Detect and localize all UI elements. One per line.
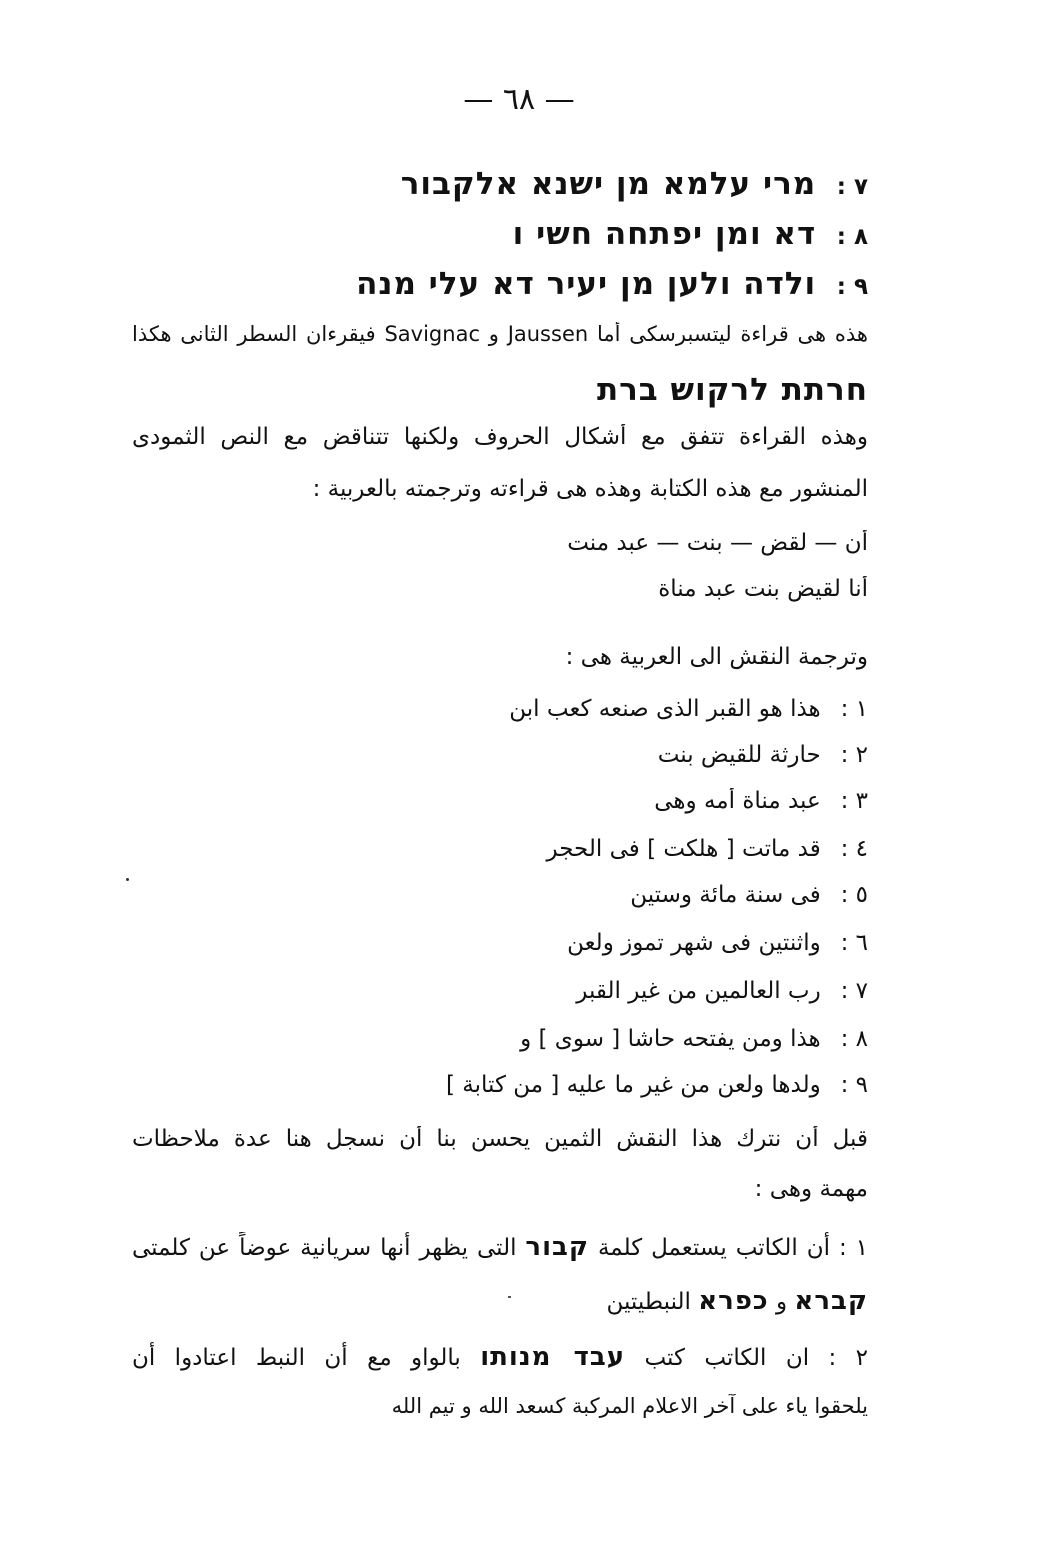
thamudic-translation [132,576,868,602]
note-1-suffix: التى يظهر أنها سريانية عوضاً عن كلمتى [132,1235,517,1261]
translation-text: فى سنة مائة وستين [630,882,821,908]
note-1 [132,1232,868,1262]
thamudic-line-2: أنا لقيض بنت عبد مناة [658,576,868,602]
note-1-conjunction: و [775,1289,788,1315]
aramaic-line-7 [132,166,868,202]
translation-line-9 [132,1072,868,1098]
note-2-ending: يلحقوا ياء على آخر الاعلام المركبة كسعد الله و تيم الله [391,1394,868,1418]
line-number: ١ : [840,696,868,722]
speck-mark [126,878,129,881]
page-number: — ٦٨ — [463,82,575,117]
line-number: ٣ : [840,788,868,814]
aramaic-text: ולדה ולען מן יעיר דא עלי מנה [356,266,817,302]
translation-line-3 [132,788,868,814]
aramaic-text: מרי עלמא מן ישנא אלקבור [400,166,817,202]
note-2-hebrew-word: עבד מנותו [480,1342,626,1372]
line-number: ٧ : [836,174,868,200]
aramaic-text: דא ומן יפתחה חשי ו [512,216,817,252]
thamudic-reading [132,530,868,556]
note-1-hebrew-word-3: כפרא [698,1286,769,1316]
remarks-line-1: قبل أن نترك هذا النقش الثمين يحسن بنا أن نسجل هنا عدة ملاحظات [132,1126,868,1152]
line-number: ٨ : [836,224,868,250]
line-number: ٥ : [840,882,868,908]
remarks-paragraph-2 [132,1176,868,1202]
translation-line-8 [132,1026,868,1052]
paragraph-readings [132,322,868,346]
translation-line-7 [132,978,868,1004]
line-number: ٩ : [840,1072,868,1098]
translation-text: هذا هو القبر الذى صنعه كعب ابن [509,696,821,722]
translation-line-2 [132,742,868,768]
note-2-prefix: ٢ : ان الكاتب كتب [644,1345,868,1371]
line-number: ٨ : [840,1026,868,1052]
agreement-line-1: وهذه القراءة تتفق مع أشكال الحروف ولكنها تتناقض مع النص الثمودى [132,424,868,450]
thamudic-line-1: أن — لقض — بنت — عبد منت [567,530,868,556]
line-number: ٤ : [840,836,868,862]
note-1-prefix: ١ : أن الكاتب يستعمل كلمة [597,1235,868,1261]
aramaic-line-9 [132,266,868,302]
translation-text: هذا ومن يفتحه حاشا [ سوى ] و [520,1026,821,1052]
line-number: ٧ : [840,978,868,1004]
second-line-reading [132,372,868,408]
translation-line-1 [132,696,868,722]
hebrew-reading: חרתת לרקוש ברת [596,372,868,408]
note-1-hebrew-word: קבור [525,1232,590,1262]
translation-line-5 [132,882,868,908]
remarks-paragraph [132,1126,868,1152]
translation-text: قد ماتت [ هلكت ] فى الحجر [546,836,821,862]
readings-line: هذه هى قراءة ليتسبرسكى أما Jaussen و Savignac فيقرءان السطر الثانى هكذا [132,322,868,346]
agreement-line-2: المنشور مع هذه الكتابة وهذه هى قراءته وترجمته بالعربية : [312,476,868,502]
paragraph-agreement [132,424,868,450]
note-1-line-2 [132,1286,868,1316]
note-2-line-2 [132,1394,868,1418]
line-number: ٩ : [836,274,868,300]
translation-text: ولدها ولعن من غير ما عليه [ من كتابة ] [446,1072,821,1098]
line-number: ٢ : [840,742,868,768]
translation-text: حارثة للقيض بنت [657,742,821,768]
speck-mark [508,1296,511,1298]
translation-text: واثنتين فى شهر تموز ولعن [567,930,821,956]
translation-text: رب العالمين من غير القبر [576,978,821,1004]
note-1-ending: النبطيتين [606,1289,691,1315]
note-2 [132,1342,868,1372]
translation-intro [132,644,868,670]
remarks-line-2: مهمة وهى : [754,1176,868,1202]
translation-line-6 [132,930,868,956]
aramaic-line-8 [132,216,868,252]
translation-intro-text: وترجمة النقش الى العربية هى : [565,644,868,670]
paragraph-agreement-2 [132,476,868,502]
line-number: ٦ : [840,930,868,956]
note-2-suffix: بالواو مع أن النبط اعتادوا أن [132,1345,461,1371]
translation-text: عبد مناة أمه وهى [654,788,821,814]
note-1-hebrew-word-2: קברא [794,1286,868,1316]
translation-line-4 [132,836,868,862]
